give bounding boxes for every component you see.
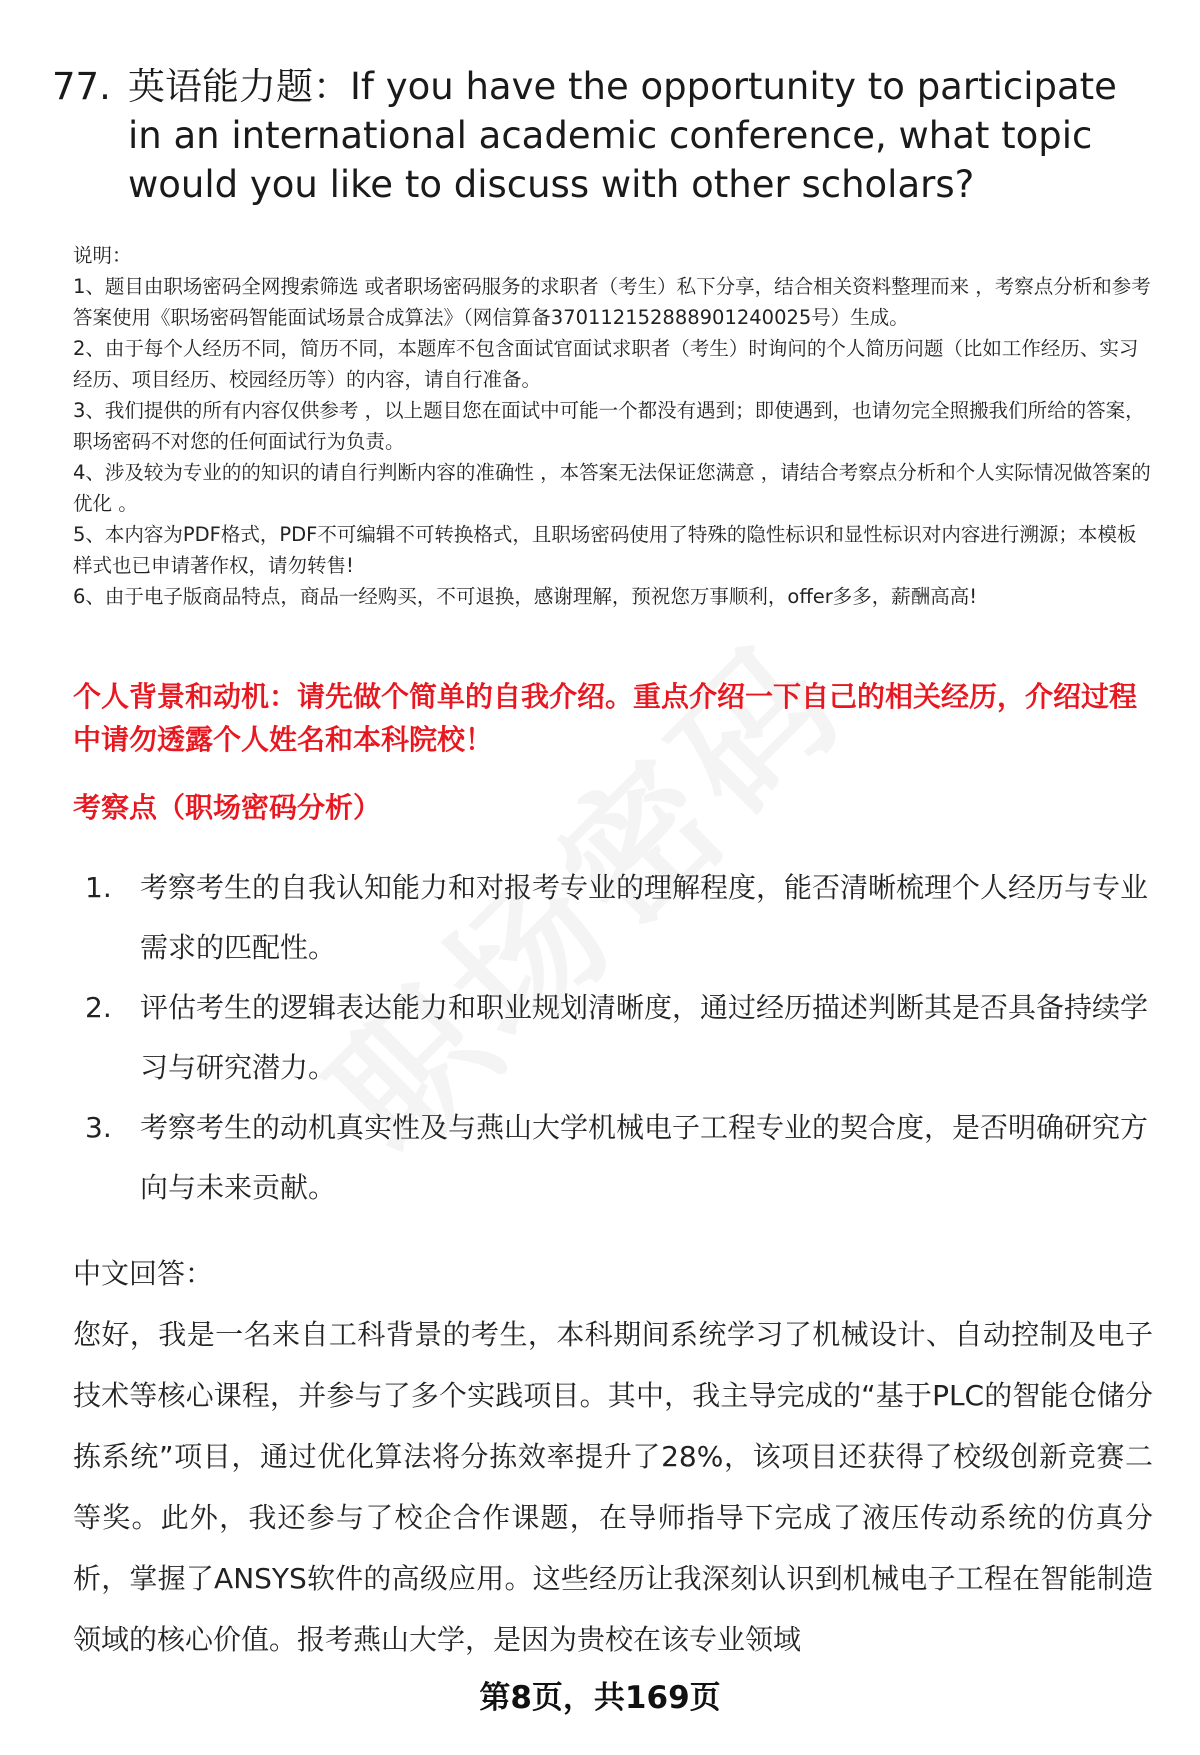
answer-section [73, 1243, 1153, 1670]
note-item: 6、由于电子版商品特点，商品一经购买，不可退换，感谢理解，预祝您万事顺利，offer多多，薪酬高高! [73, 585, 978, 608]
point-text: 评估考生的逻辑表达能力和职业规划清晰度，通过经历描述判断其是否具备持续学习与研究潜力。 [140, 991, 1149, 1084]
note-item: 4、涉及较为专业的的知识的请自行判断内容的准确性 ，本答案无法保证您满意 ，请结合考察点分析和个人实际情况做答案的优化 。 [73, 461, 1151, 515]
question [52, 62, 1152, 209]
background-prompt: 个人背景和动机：请先做个简单的自我介绍。重点介绍一下自己的相关经历，介绍过程中请勿透露个人姓名和本科院校！ [73, 680, 1138, 756]
kaocha-points [73, 858, 1153, 1218]
note-item: 3、我们提供的所有内容仅供参考 ，以上题目您在面试中可能一个都没有遇到；即使遇到，也请勿完全照搬我们所给的答案，职场密码不对您的任何面试行为负责。 [73, 399, 1145, 453]
note-item: 5、本内容为PDF格式，PDF不可编辑不可转换格式，且职场密码使用了特殊的隐性标识和显性标识对内容进行溯源；本模板样式也已申请著作权，请勿转售! [73, 523, 1137, 577]
point-number: 2. [85, 991, 112, 1024]
note-item: 1、题目由职场密码全网搜索筛选 或者职场密码服务的求职者（考生）私下分享，结合相关资料整理而来 ，考察点分析和参考答案使用《职场密码智能面试场景合成算法》（网信算备370112152888901240025号）生成。 [73, 275, 1151, 329]
point-text: 考察考生的动机真实性及与燕山大学机械电子工程专业的契合度，是否明确研究方向与未来贡献。 [140, 1111, 1149, 1204]
kaocha-heading: 考察点（职场密码分析） [73, 791, 382, 824]
kaocha-point [73, 1098, 1153, 1218]
question-number: 77. [52, 65, 111, 108]
question-text: 英语能力题：If you have the opportunity to participate in an international academic conference, what topic would you like to discuss with other scholars? [128, 65, 1117, 206]
kaocha-point [73, 858, 1153, 978]
kaocha-point [73, 978, 1153, 1098]
page-footer: 第8页，共169页 [479, 1680, 721, 1716]
point-number: 3. [85, 1111, 112, 1144]
notes-title: 说明： [73, 244, 132, 267]
point-text: 考察考生的自我认知能力和对报考专业的理解程度，能否清晰梳理个人经历与专业需求的匹配性。 [140, 871, 1149, 964]
answer-label: 中文回答： [73, 1257, 214, 1290]
point-number: 1. [85, 871, 112, 904]
notes [73, 240, 1153, 612]
note-item: 2、由于每个人经历不同，简历不同，本题库不包含面试官面试求职者（考生）时询问的个人简历问题（比如工作经历、实习经历、项目经历、校园经历等）的内容，请自行准备。 [73, 337, 1139, 391]
answer-text: 您好，我是一名来自工科背景的考生，本科期间系统学习了机械设计、自动控制及电子技术等核心课程，并参与了多个实践项目。其中，我主导完成的“基于PLC的智能仓储分拣系统”项目，通过优化算法将分拣效率提升了28%，该项目还获得了校级创新竞赛二等奖。此外，我还参与了校企合作课题，在导师指导下完成了液压传动系统的仿真分析，掌握了ANSYS软件的高级应用。这些经历让我深刻认识到机械电子工程在智能制造领域的核心价值。报考燕山大学，是因为贵校在该专业领域 [73, 1318, 1153, 1656]
